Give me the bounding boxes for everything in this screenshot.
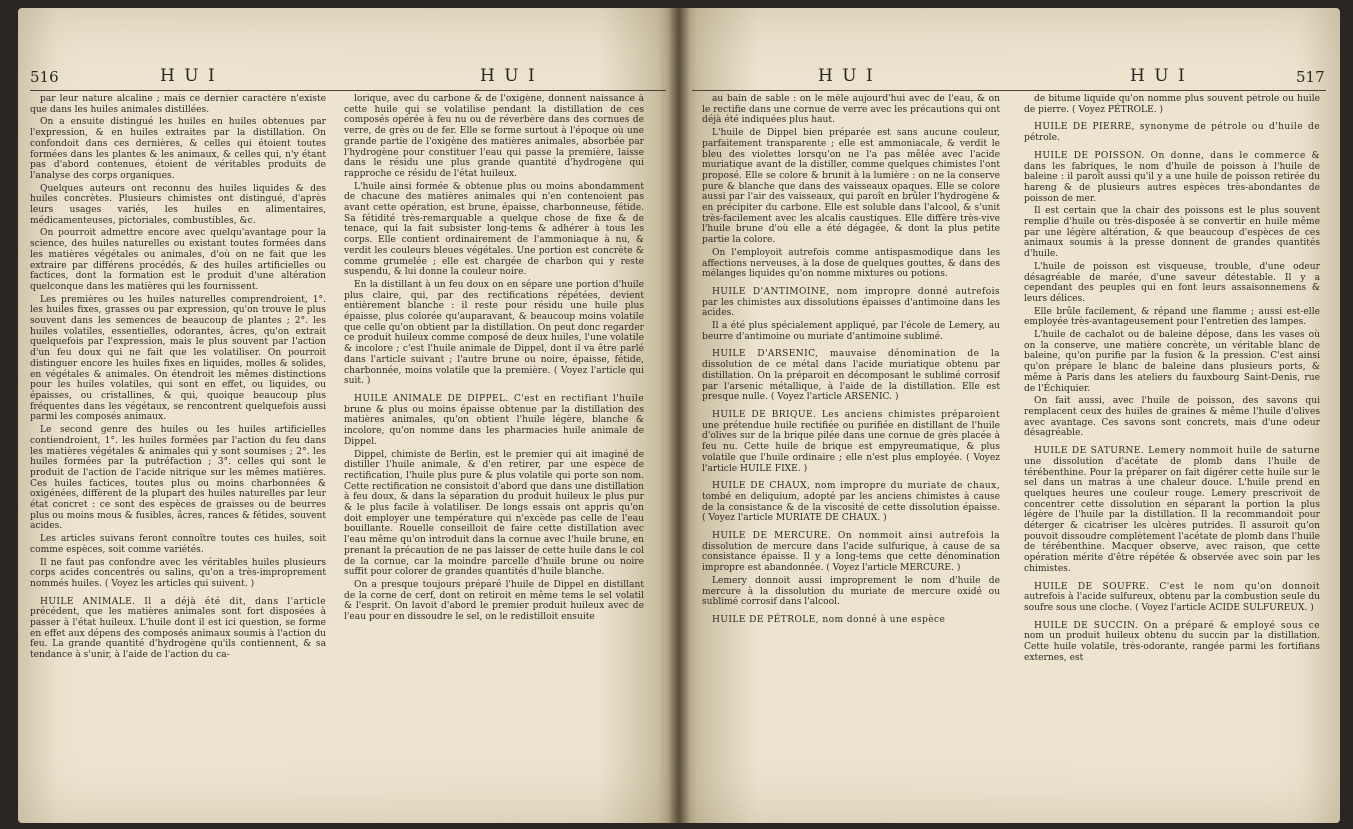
paragraph: On a ensuite distingué les huiles en huiles obtenues par l'expression, & en huiles extraites par la distillation. On confondoit dans ces dernières, & celles qui étoient toutes formées dans les plantes & les animaux, & celles qui, n'y étant pas d'abord contenues, étoient de véritables produits de l'analyse des corps organiques. <box>30 117 326 181</box>
paragraph: HUILE DE SATURNE. Lemery nommoit huile de saturne une dissolution d'acétate de plomb dans l'huile de térébenthine. Pour la préparer on fait digérer cette huile sur le sel dans un matras à une chaleur douce. L'huile prend en quelques heures une couleur rouge. Lemery prescrivoit de concentrer cette dissolution en séparant la portion la plus légère de l'huile par la distillation. Il la recommandoit pour déterger & cicatriser les ulcères putrides. Il assuroit qu'on pouvoit dissoudre complètement l'acétate de plomb dans l'huile de térébenthine. Macquer observe, avec raison, que cette opération mérite d'être répétée & observée avec soin par les chimistes. <box>1024 446 1320 574</box>
right-page-column-2 <box>1024 94 1320 814</box>
paragraph: HUILE D'ARSENIC, mauvaise dénomination de la dissolution de ce métal dans l'acide muriatique obtenu par distillation. On la préparoit en décomposant le sublimé corrosif par l'arsenic métallique, à l'aide de la distillation. Elle est presque nulle. ( Voyez l'article ARSENIC. ) <box>702 349 1000 403</box>
book-gutter <box>668 8 690 823</box>
right-page <box>678 8 1340 823</box>
paragraph: HUILE DE MERCURE. On nommoit ainsi autrefois la dissolution de mercure dans l'acide sulfurique, à cause de sa consistance épaisse. Il y a long-tems que cette dénomination impropre est abandonnée. ( Voyez l'article MERCURE. ) <box>702 531 1000 574</box>
paragraph: Le second genre des huiles ou les huiles artificielles contiendroient, 1°. les huiles formées par l'action du feu dans les matières végétales & animales qui y sont soumises ; 2°. les huiles formées par la putréfaction ; 3°. celles qui sont le produit de l'action de l'acide nitrique sur les mêmes matières. Ces huiles factices, toutes plus ou moins charbonnées & oxigénées, diffèrent de la plupart des huiles naturelles par leur état concret : ce sont des espèces de graisses ou de beurres plus ou moins mous & fusibles, âcres, rances & fétides, souvent acides. <box>30 425 326 532</box>
left-page-column-2 <box>344 94 644 814</box>
running-header-left-col1: H U I <box>160 66 217 86</box>
paragraph: Il ne faut pas confondre avec les véritables huiles plusieurs corps acides concentrés ou salins, qu'on a très-improprement nommés huiles. ( Voyez les articles qui suivent. ) <box>30 557 326 589</box>
paragraph: de bitume liquide qu'on nomme plus souvent pétrole ou huile de pierre. ( Voyez PÉTROLE. ) <box>1024 94 1320 115</box>
paragraph: HUILE DE SOUFRE. C'est le nom qu'on donnoit autrefois à l'acide sulfureux, obtenu par la combustion seule du soufre sous une cloche. ( Voyez l'article ACIDE SULFUREUX. ) <box>1024 581 1320 613</box>
paragraph: au bain de sable : on le mêle aujourd'hui avec de l'eau, & on le rectifie dans une cornue de verre avec les précautions qui ont déjà été indiquées plus haut. <box>702 94 1000 126</box>
page-number-left: 516 <box>30 68 59 86</box>
paragraph: Quelques auteurs ont reconnu des huiles liquides & des huiles concrètes. Plusieurs chimistes ont distingué, d'après leurs usages variés, les huiles en alimentaires, médicamenteuses, pictoriales, combustibles, &c. <box>30 183 326 226</box>
paragraph: HUILE DE BRIQUE. Les anciens chimistes préparoient une prétendue huile rectifiée ou purifiée en distillant de l'huile d'olives sur de la brique pilée dans une cornue de grès placée à feu nu. Cette huile de brique est empyreumatique, & plus volatile que l'huile ordinaire ; elle n'est plus employée. ( Voyez l'article HUILE FIXE. ) <box>702 409 1000 474</box>
paragraph: Il a été plus spécialement appliqué, par l'école de Lemery, au beurre d'antimoine ou muriate d'antimoine sublimé. <box>702 321 1000 342</box>
paragraph: Les articles suivans feront connoître toutes ces huiles, soit comme espèces, soit comme variétés. <box>30 534 326 555</box>
paragraph: On a presque toujours préparé l'huile de Dippel en distillant de la corne de cerf, dont on retiroit en même tems le sel volatil & l'esprit. On lavoit d'abord le premier produit huileux avec de l'eau pour en dissoudre le sel, on le redistilloit ensuite <box>344 579 644 623</box>
paragraph: On fait aussi, avec l'huile de poisson, des savons qui remplacent ceux des huiles de graines & même l'huile d'olives avec avantage. Ces savons sont concrets, mais d'une odeur désagréable. <box>1024 396 1320 439</box>
header-rule-left <box>30 90 666 91</box>
left-page-column-1 <box>30 94 326 814</box>
page-number-right: 517 <box>1296 68 1325 86</box>
paragraph: Les premières ou les huiles naturelles comprendroient, 1°. les huiles fixes, grasses ou par expression, qu'on trouve le plus souvent dans les semences de beaucoup de plantes ; 2°. les huiles volatiles, essentielles, odorantes, âcres, qu'on extrait quelquefois par l'expression, mais le plus souvent par l'action d'un feu doux qui ne fait que les volatiliser. On pourroit distinguer encore les huiles fixes en liquides, molles & solides, en végétales & animales. On étendroit les mêmes distinctions pour les huiles volatiles, qui sont en effet, ou liquides, ou épaisses, ou cristallines, & qui, quoique beaucoup plus fréquentes dans les végétaux, se rencontrent quelquefois aussi parmi les composés animaux. <box>30 294 326 423</box>
paragraph: HUILE ANIMALE. Il a déjà été dit, dans l'article précédent, que les matières animales sont fort disposées à passer à l'état huileux. L'huile dont il est ici question, se forme en effet aux dépens des composés animaux soumis à l'action du feu. La grande quantité d'hydrogène qu'ils contiennent, & sa tendance à s'unir, à l'aide de l'action du ca- <box>30 596 326 661</box>
left-page <box>18 8 678 823</box>
paragraph: HUILE ANIMALE DE DIPPEL. C'est en rectifiant l'huile brune & plus ou moins épaisse obtenue par la distillation des matières animales, qu'on obtient l'huile légère, blanche & incolore, qu'on nomme dans les pharmacies huile animale de Dippel. <box>344 393 644 447</box>
paragraph: HUILE DE SUCCIN. On a préparé & employé sous ce nom un produit huileux obtenu du succin par la distillation. Cette huile volatile, très-odorante, rangée parmi les fortifians externes, est <box>1024 620 1320 663</box>
paragraph: par leur nature alcaline ; mais ce dernier caractère n'existe que dans les huiles animales distillées. <box>30 94 326 115</box>
running-header-right-col1: H U I <box>818 66 875 86</box>
paragraph: L'huile ainsi formée & obtenue plus ou moins abondamment de chacune des matières animales qui n'en contenoient pas avant cette opération, est brune, épaisse, charbonneuse, fétide. Sa fétidité très-remarquable a quelque chose de fixe & de tenace, qui la fait subsister long-tems & adhérer à tous les corps. Elle contient ordinairement de l'ammoniaque à nu, & verdit les couleurs bleues végétales. Une portion est concrète & comme grumelée ; elle est chargée de charbon qui y reste suspendu, & lui donne la couleur noire. <box>344 181 644 278</box>
running-header-right-col2: H U I <box>1130 66 1187 86</box>
paragraph: HUILE DE POISSON. On donne, dans le commerce & dans les fabriques, le nom d'huile de poisson à l'huile de baleine : il paroît aussi qu'il y a une huile de poisson retirée du hareng & de plusieurs autres espèces très-abondantes de poisson de mer. <box>1024 150 1320 204</box>
paragraph: Il est certain que la chair des poissons est le plus souvent remplie d'huile ou très-disposée à se convertir en huile même par une légère altération, & que beaucoup d'espèces de ces animaux soumis à la presse donnent de grandes quantités d'huile. <box>1024 206 1320 260</box>
right-page-column-1 <box>702 94 1000 814</box>
paragraph: HUILE D'ANTIMOINE, nom impropre donné autrefois par les chimistes aux dissolutions épaisses d'antimoine dans les acides. <box>702 286 1000 319</box>
paragraph: L'huile de cachalot ou de baleine dépose, dans les vases où on la conserve, une matière concrète, un véritable blanc de baleine, qu'on purifie par la fusion & la pression. C'est ainsi qu'on prépare le blanc de baleine dans plusieurs ports, & même à Paris dans les ateliers du fauxbourg Saint-Denis, rue de l'Échiquier. <box>1024 330 1320 394</box>
paragraph: En la distillant à un feu doux on en sépare une portion d'huile plus claire, qui, par des rectifications répétées, devient entièrement blanche : il reste pour résidu une huile plus épaisse, plus colorée qu'auparavant, & beaucoup moins volatile que celle qu'on obtient par la distillation. On peut donc regarder ce produit huileux comme composé de deux huiles, l'une volatile & incolore ; c'est l'huile animale de Dippel, dont il va être parlé dans l'article suivant ; l'autre brune ou noire, épaisse, fétide, charbonnée, moins volatile que la première. ( Voyez l'article qui suit. ) <box>344 279 644 387</box>
paragraph: Dippel, chimiste de Berlin, est le premier qui ait imaginé de distiller l'huile animale, & d'en retirer, par une espèce de rectification, l'huile plus pure & plus volatile qui porte son nom. Cette rectification ne consistoit d'abord que dans une distillation à feu doux, & dans la séparation du produit huileux le plus pur & le plus facile à volatiliser. De longs essais ont appris qu'on doit employer une température qui n'excède pas celle de l'eau bouillante. Rouelle conseilloit de faire cette distillation avec l'eau même qu'on introduit dans la cornue avec l'huile brune, en prenant la précaution de ne pas laisser de cette huile dans le col de la cornue, car la moindre parcelle d'huile brune ou noire suffit pour colorer de grandes quantités d'huile blanche. <box>344 449 644 578</box>
paragraph: Lemery donnoit aussi improprement le nom d'huile de mercure à la dissolution du muriate de mercure oxidé ou sublimé corrosif dans l'alcool. <box>702 575 1000 608</box>
paragraph: L'huile de Dippel bien préparée est sans aucune couleur, parfaitement transparente ; elle est ammoniacale, & verdit le bleu des violettes lorsqu'on ne l'a pas mêlée avec l'acide muriatique avant de la distiller, comme quelques chimistes l'ont proposé. Elle se colore & brunit à la lumière : on ne la conserve pure & blanche que dans des vaisseaux opaques. Elle se colore aussi par l'air des vaisseaux, qui paroît en brûler l'hydrogène & en précipiter du carbone. Elle est soluble dans l'alcool, & s'unit très-facilement avec les alcalis caustiques. Elle diffère très-vive l'huile brune d'où elle a été dégagée, & dont la plus petite partie la colore. <box>702 128 1000 246</box>
paragraph: Elle brûle facilement, & répand une flamme ; aussi est-elle employée très-avantageusement pour l'entretien des lampes. <box>1024 306 1320 328</box>
paragraph: lorique, avec du carbone & de l'oxigène, donnent naissance à cette huile qui se volatilise pendant la distillation de ces composés opérée à feu nu ou de réverbère dans des cornues de verre, de grès ou de fer. Elle se forme surtout à l'époque où une grande partie de l'oxigène des matières animales, absorbée par l'hydrogène pour constituer l'eau qui passe la première, laisse dans le résidu une plus grande quantité d'hydrogène qui rapproche ce résidu de l'état huileux. <box>344 94 644 179</box>
paragraph: HUILE DE PIERRE, synonyme de pétrole ou d'huile de pétrole. <box>1024 122 1320 144</box>
paragraph: HUILE DE CHAUX, nom impropre du muriate de chaux, tombé en deliquium, adopté par les anciens chimistes à cause de la consistance & de la viscosité de cette dissolution épaisse. ( Voyez l'article MURIATE DE CHAUX. ) <box>702 481 1000 524</box>
paragraph: L'huile de poisson est visqueuse, trouble, d'une odeur désagréable de marée, d'une saveur détestable. Il y a cependant des peuples qui en font leurs assaisonnemens & leurs délices. <box>1024 261 1320 304</box>
header-rule-right <box>692 90 1326 91</box>
paragraph: HUILE DE PÉTROLE, nom donné à une espèce <box>712 614 946 625</box>
paragraph: On l'employoit autrefois comme antispasmodique dans les affections nerveuses, à la dose de quelques gouttes, & dans des mélanges liquides qu'on nomme mixtures ou potions. <box>702 247 1000 280</box>
running-header-left-col2: H U I <box>480 66 537 86</box>
paragraph: On pourroit admettre encore avec quelqu'avantage pour la science, des huiles naturelles ou existant toutes formées dans les matières végétales ou animales, d'où on ne fait que les extraire par différens procédés, & des huiles artificielles ou factices, dont la formation est le produit d'une altération quelconque dans les matières qui les fournissent. <box>30 228 326 292</box>
